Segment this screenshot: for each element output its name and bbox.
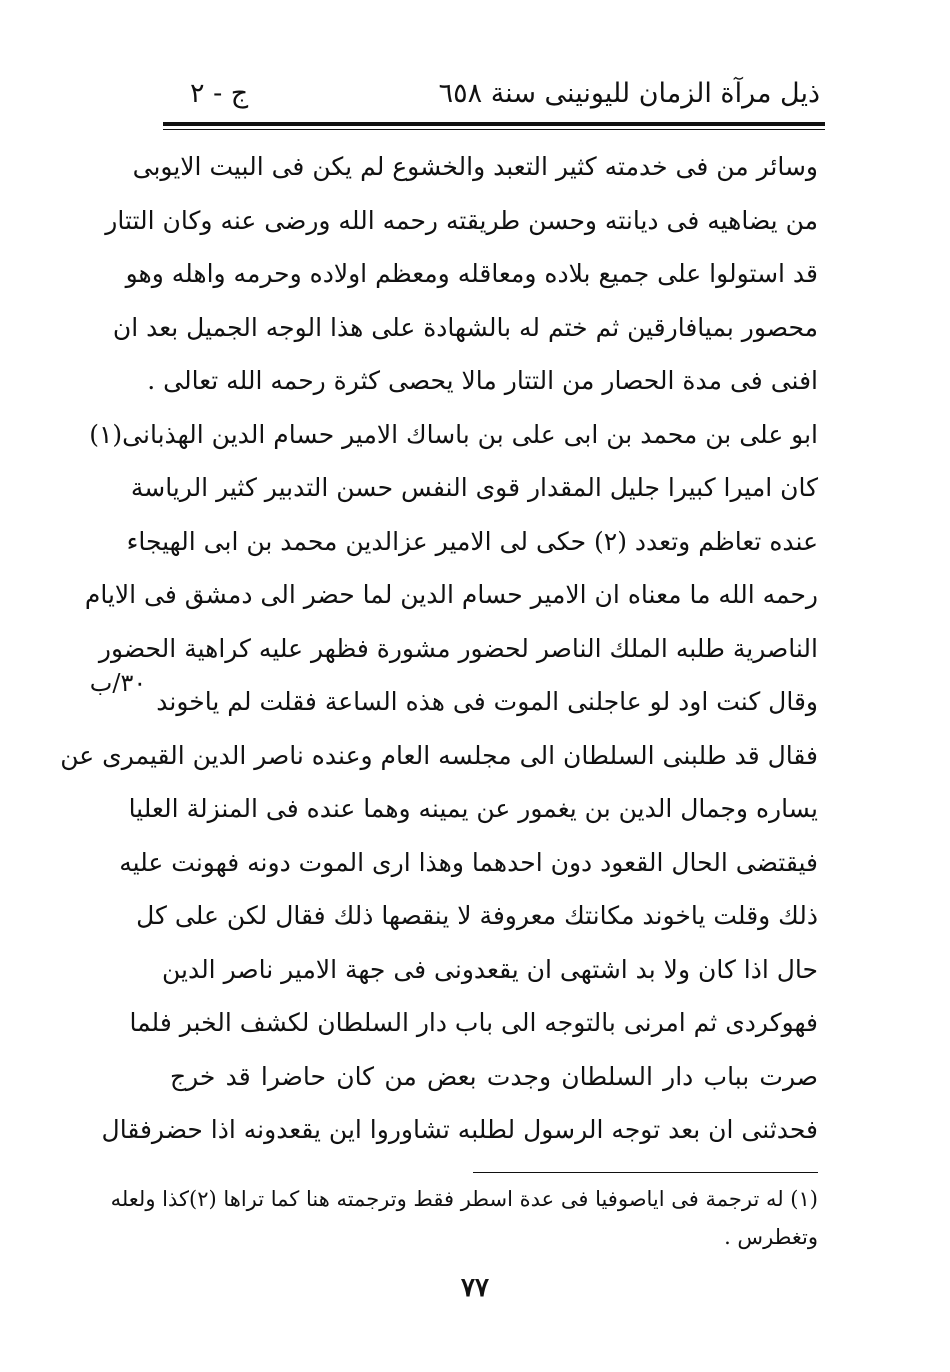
text-line: فهوكردى ثم امرنى بالتوجه الى باب دار السلطان لكشف الخبر فلما — [129, 1008, 818, 1037]
running-head-title: ذيل مرآة الزمان لليونينى سنة ٦٥٨ — [438, 78, 820, 109]
text-line: من يضاهيه فى ديانته وحسن طريقته رحمه الله ورضى عنه وكان التتار — [105, 205, 818, 235]
header-rule-thin — [163, 129, 825, 130]
text-line: رحمه الله ما معناه ان الامير حسام الدين لما حضر الى دمشق فى الايام — [84, 580, 818, 609]
footnote-line: (١) له ترجمة فى اياصوفيا فى عدة اسطر فقط وترجمته هنا كما تراها (٢)كذا ولعله — [110, 1187, 818, 1211]
text-line: كان اميرا كبيرا جليل المقدار قوى النفس حسن التدبير كثير الرياسة — [130, 473, 818, 502]
text-line: يساره وجمال الدين بن يغمور عن يمينه وهما عنده فى المنزلة العليا — [128, 794, 818, 823]
text-line: افنى فى مدة الحصار من التتار مالا يحصى كثرة رحمه الله تعالى . — [147, 366, 818, 395]
running-head-volume: ج - ٢ — [190, 78, 249, 109]
text-line: عنده تعاظم وتعدد (٢) حكى لى الامير عزالدين محمد بن ابى الهيجاء — [126, 526, 818, 556]
page-number: ٧٧ — [461, 1273, 489, 1303]
text-line: فيقتضى الحال القعود دون احدهما وهذا ارى الموت دونه فهونت عليه — [119, 847, 818, 877]
text-line: الناصرية طلبه الملك الناصر لحضور مشورة فظهر عليه كراهية الحضور — [98, 633, 818, 663]
text-line: فقال قد طلبنى السلطان الى مجلسه العام وعنده ناصر الدين القيمرى عن — [60, 740, 818, 770]
text-line: صرت بباب دار السلطان وجدت بعض من كان حاضرا قد خرج — [170, 1061, 818, 1091]
text-line: وسائر من فى خدمته كثير التعبد والخشوع لم يكن فى البيت الايوبى — [132, 152, 818, 181]
footnotes — [110, 1180, 818, 1256]
header-rule-thick — [163, 122, 825, 126]
footnote-separator — [473, 1172, 818, 1173]
footnote-line: وتغطرس . — [724, 1225, 818, 1249]
text-line: ذلك وقلت ياخوند مكانتك معروفة لا ينقصها ذلك فقال لكن على كل — [136, 901, 818, 930]
running-head — [160, 72, 820, 116]
manuscript-folio-marker: ٣٠/ب — [89, 669, 147, 697]
text-line: فحدثنى ان بعد توجه الرسول لطلبه تشاوروا اين يقعدونه اذا حضرفقال — [101, 1115, 818, 1144]
text-line: محصور بميافارقين ثم ختم له بالشهادة على هذا الوجه الجميل بعد ان — [112, 312, 818, 342]
text-line: وقال كنت اود لو عاجلنى الموت فى هذه الساعة فقلت لم ياخوند — [156, 687, 818, 716]
text-line: حال اذا كان ولا بد اشتهى ان يقعدونى فى جهة الامير ناصر الدين — [161, 954, 818, 984]
entry-heading-line: ابو على بن محمد بن ابى على بن باساك الامير حسام الدين الهذبانى(١) — [89, 419, 818, 449]
text-line: قد استولوا على جميع بلاده ومعاقله ومعظم اولاده وحرمه واهله وهو — [125, 259, 818, 288]
